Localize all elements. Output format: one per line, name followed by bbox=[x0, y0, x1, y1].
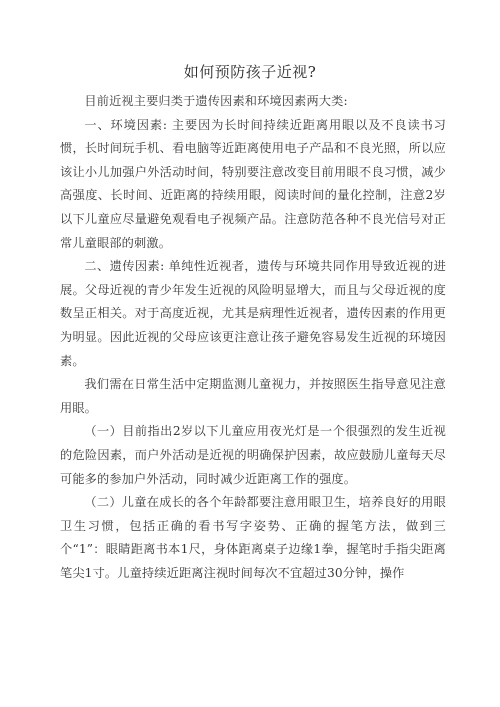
document-body bbox=[60, 90, 446, 585]
paragraph-item-one: （一）目前指出2岁以下儿童应用夜光灯是一个很强烈的发生近视的危险因素，而户外活动是近视的明确保护因素，故应鼓励儿童每天尽可能多的参加户外活动，同时减少近距离工作的强度。 bbox=[60, 424, 446, 486]
document-title: 如何预防孩子近视? bbox=[183, 63, 317, 81]
paragraph-environment: 一、环境因素: 主要因为长时间持续近距离用眼以及不良读书习惯，长时间玩手机、看电脑等近距离使用电子产品和不良光照，所以应该让小儿加强户外活动时间，特别要注意改变目前用眼不良习惯，减少高强度、长时间、近距离的持续用眼，阅读时间的量化控制，注意2岁以下儿童应尽量避免观看电子视频产品。注意防范各种不良光信号对正常儿童眼部的刺激。 bbox=[60, 117, 446, 250]
paragraph-item-two: （二）儿童在成长的各个年龄都要注意用眼卫生，培养良好的用眼卫生习惯，包括正确的看书写字姿势、正确的握笔方法，做到三个“1”：眼睛距离书本1尺，身体距离桌子边缘1拳，握笔时手指尖距离笔尖1寸。儿童持续近距离注视时间每次不宜超过30分钟，操作 bbox=[60, 495, 446, 580]
paragraph-genetics: 二、遗传因素: 单纯性近视者，遗传与环境共同作用导致近视的进展。父母近视的青少年发生近视的风险明显增大，而且与父母近视的度数呈正相关。对于高度近视，尤其是病理性近视者，遗传因素的作用更为明显。因此近视的父母应该更注意让孩子避免容易发生近视的环境因素。 bbox=[60, 259, 446, 368]
paragraph-monitoring: 我们需在日常生活中定期监测儿童视力，并按照医生指导意见注意用眼。 bbox=[60, 377, 446, 415]
paragraph-intro: 目前近视主要归类于遗传因素和环境因素两大类: bbox=[84, 94, 348, 108]
